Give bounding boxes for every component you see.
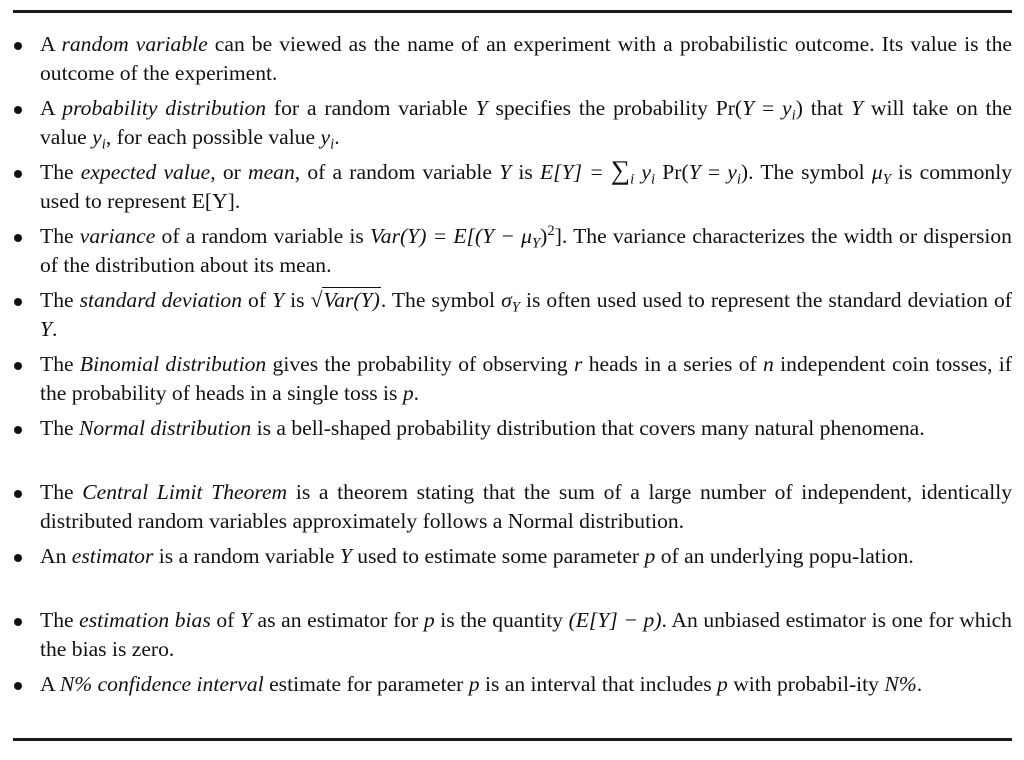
bullet-icon: [14, 42, 22, 50]
text: An: [40, 544, 72, 568]
term-central-limit-theorem: Central Limit Theorem: [82, 480, 288, 504]
text: is a random variable: [153, 544, 340, 568]
math-symbol: y: [320, 125, 331, 149]
math-expr: Pr(: [715, 96, 743, 120]
summary-list: [40, 30, 1012, 734]
text: of a random variable is: [155, 224, 370, 248]
math-subscript: i: [101, 136, 106, 153]
math-symbol: y: [634, 160, 652, 184]
math-superscript: 2: [547, 222, 555, 239]
term-probability-distribution: probability distribution: [62, 96, 267, 120]
term-variance: variance: [79, 224, 156, 248]
math-expr: Var(Y): [323, 288, 380, 312]
text: .: [916, 672, 923, 696]
math-symbol: y: [727, 160, 737, 184]
text: is an interval that includes: [479, 672, 718, 696]
text: with probabil-ity: [727, 672, 885, 696]
text: independent coin tosses, if the probability of heads in a single toss is: [40, 352, 1012, 405]
math-symbol: y: [92, 125, 102, 149]
bullet-icon: [14, 426, 22, 434]
math-expr: E[Y] =: [539, 160, 611, 184]
text: as an estimator for: [251, 608, 424, 632]
term-confidence-interval: N% confidence interval: [59, 672, 264, 696]
bullet-icon: [14, 234, 22, 242]
term-estimation-bias: estimation bias: [79, 608, 211, 632]
bullet-icon: [14, 682, 22, 690]
text: The: [40, 480, 83, 504]
text: is: [511, 160, 540, 184]
sqrt-expression: [311, 287, 381, 312]
text: for a random variable: [266, 96, 476, 120]
bullet-icon: [14, 554, 22, 562]
text: The: [40, 416, 79, 440]
term-random-variable: random variable: [61, 32, 208, 56]
list-item-binomial-distribution: [40, 350, 1012, 408]
top-rule: [13, 10, 1012, 13]
text: The: [40, 608, 80, 632]
math-symbol: p: [644, 544, 656, 568]
text: is commonly used to represent E[Y].: [40, 160, 1012, 213]
term-binomial-distribution: Binomial distribution: [79, 352, 267, 376]
math-expr: ): [540, 224, 548, 248]
term-expected-value: expected value: [80, 160, 211, 184]
math-symbol: Y: [688, 160, 701, 184]
bullet-icon: [14, 490, 22, 498]
math-subscript: Y: [882, 171, 891, 188]
text: of: [242, 288, 273, 312]
text: of: [210, 608, 240, 632]
math-symbol: y: [782, 96, 792, 120]
bullet-icon: [14, 298, 22, 306]
text: The: [40, 224, 80, 248]
text: is a theorem stating that the sum of a large number of independent, identically distributed random variables approximately follows a Normal distribution.: [40, 480, 1012, 533]
text: . An unbiased estimator is one for which the bias is zero.: [40, 608, 1012, 661]
math-symbol: Y: [499, 160, 512, 184]
text: The: [40, 160, 81, 184]
text: , of a random variable: [294, 160, 500, 184]
math-symbol: p: [468, 672, 480, 696]
math-symbol: Y: [475, 96, 488, 120]
math-expr: =: [754, 96, 783, 120]
term-normal-distribution: Normal distribution: [78, 416, 252, 440]
math-symbol: Y: [239, 608, 252, 632]
text: heads in a series of: [582, 352, 764, 376]
text: is the quantity: [434, 608, 569, 632]
math-expr: ): [740, 160, 749, 184]
text: A: [40, 96, 63, 120]
text: . The symbol: [748, 160, 872, 184]
text: .: [52, 317, 58, 341]
text: is often used used to represent the standard deviation of: [519, 288, 1012, 312]
text: gives the probability of observing: [266, 352, 574, 376]
math-expr: ): [795, 96, 803, 120]
text: will take on the value: [40, 96, 1012, 149]
list-item-expected-value: [40, 155, 1012, 216]
math-symbol: n: [763, 352, 774, 376]
list-item-normal-distribution: [40, 414, 1012, 472]
math-symbol: Y: [851, 96, 864, 120]
text: specifies the probability: [487, 96, 716, 120]
math-expr: (E[Y] − p): [568, 608, 662, 632]
text: . The variance characterizes the width or dispersion of the distribution about its mean.: [40, 224, 1012, 277]
list-item-estimator: [40, 542, 1012, 600]
math-subscript: i: [651, 171, 656, 188]
text: .: [334, 125, 340, 149]
sqrt-symbol: √: [310, 288, 323, 312]
bullet-icon: [14, 618, 22, 626]
text: , or: [210, 160, 248, 184]
math-expr: ]: [554, 224, 562, 248]
text: A: [40, 672, 60, 696]
math-symbol: Y: [339, 544, 352, 568]
math-symbol: r: [574, 352, 583, 376]
list-item-standard-deviation: [40, 286, 1012, 344]
math-symbol: p: [402, 381, 414, 405]
math-subscript: Y: [531, 235, 541, 252]
list-item-central-limit-theorem: [40, 478, 1012, 536]
math-expr: Pr(: [655, 160, 689, 184]
list-item-confidence-interval: [40, 670, 1012, 728]
math-symbol: μ: [871, 160, 883, 184]
text: .: [413, 381, 420, 405]
math-symbol: Y: [272, 288, 285, 312]
math-symbol: p: [717, 672, 728, 696]
list-item-random-variable: [40, 30, 1012, 88]
math-subscript: Y: [511, 299, 520, 316]
text: estimate for parameter: [263, 672, 469, 696]
term-estimator: estimator: [71, 544, 154, 568]
text: The: [40, 352, 80, 376]
math-symbol: N%: [884, 672, 917, 696]
text: is a bell-shaped probability distribution that covers many natural phenomena.: [251, 416, 925, 440]
bullet-icon: [14, 106, 22, 114]
text: . The symbol: [380, 288, 502, 312]
bullet-icon: [14, 362, 22, 370]
text: The: [40, 288, 80, 312]
text: is: [284, 288, 311, 312]
math-subscript: i: [330, 136, 335, 153]
text: of an underlying popu-lation.: [655, 544, 914, 568]
list-item-probability-distribution: [40, 94, 1012, 152]
math-symbol: Y: [742, 96, 755, 120]
math-symbol: Y: [40, 317, 53, 341]
text: that: [802, 96, 852, 120]
text: used to estimate some parameter: [351, 544, 645, 568]
sum-symbol: ∑: [610, 155, 631, 185]
text: can be viewed as the name of an experiment with a probabilistic outcome. Its value is the outcome of the experiment.: [40, 32, 1013, 85]
bullet-icon: [14, 170, 22, 178]
list-item-variance: [40, 222, 1012, 280]
text: , for each possible value: [105, 125, 321, 149]
term-mean: mean: [248, 160, 295, 184]
math-subscript: i: [736, 171, 741, 188]
list-item-estimation-bias: [40, 606, 1012, 664]
math-symbol: σ: [501, 288, 512, 312]
math-subscript: i: [630, 171, 635, 188]
math-symbol: p: [423, 608, 435, 632]
math-expr: =: [700, 160, 728, 184]
math-expr: Var(Y) = E[(Y − μ: [370, 224, 532, 248]
bottom-rule: [13, 738, 1012, 741]
term-standard-deviation: standard deviation: [79, 288, 242, 312]
math-subscript: i: [791, 107, 796, 124]
text: A: [40, 32, 62, 56]
